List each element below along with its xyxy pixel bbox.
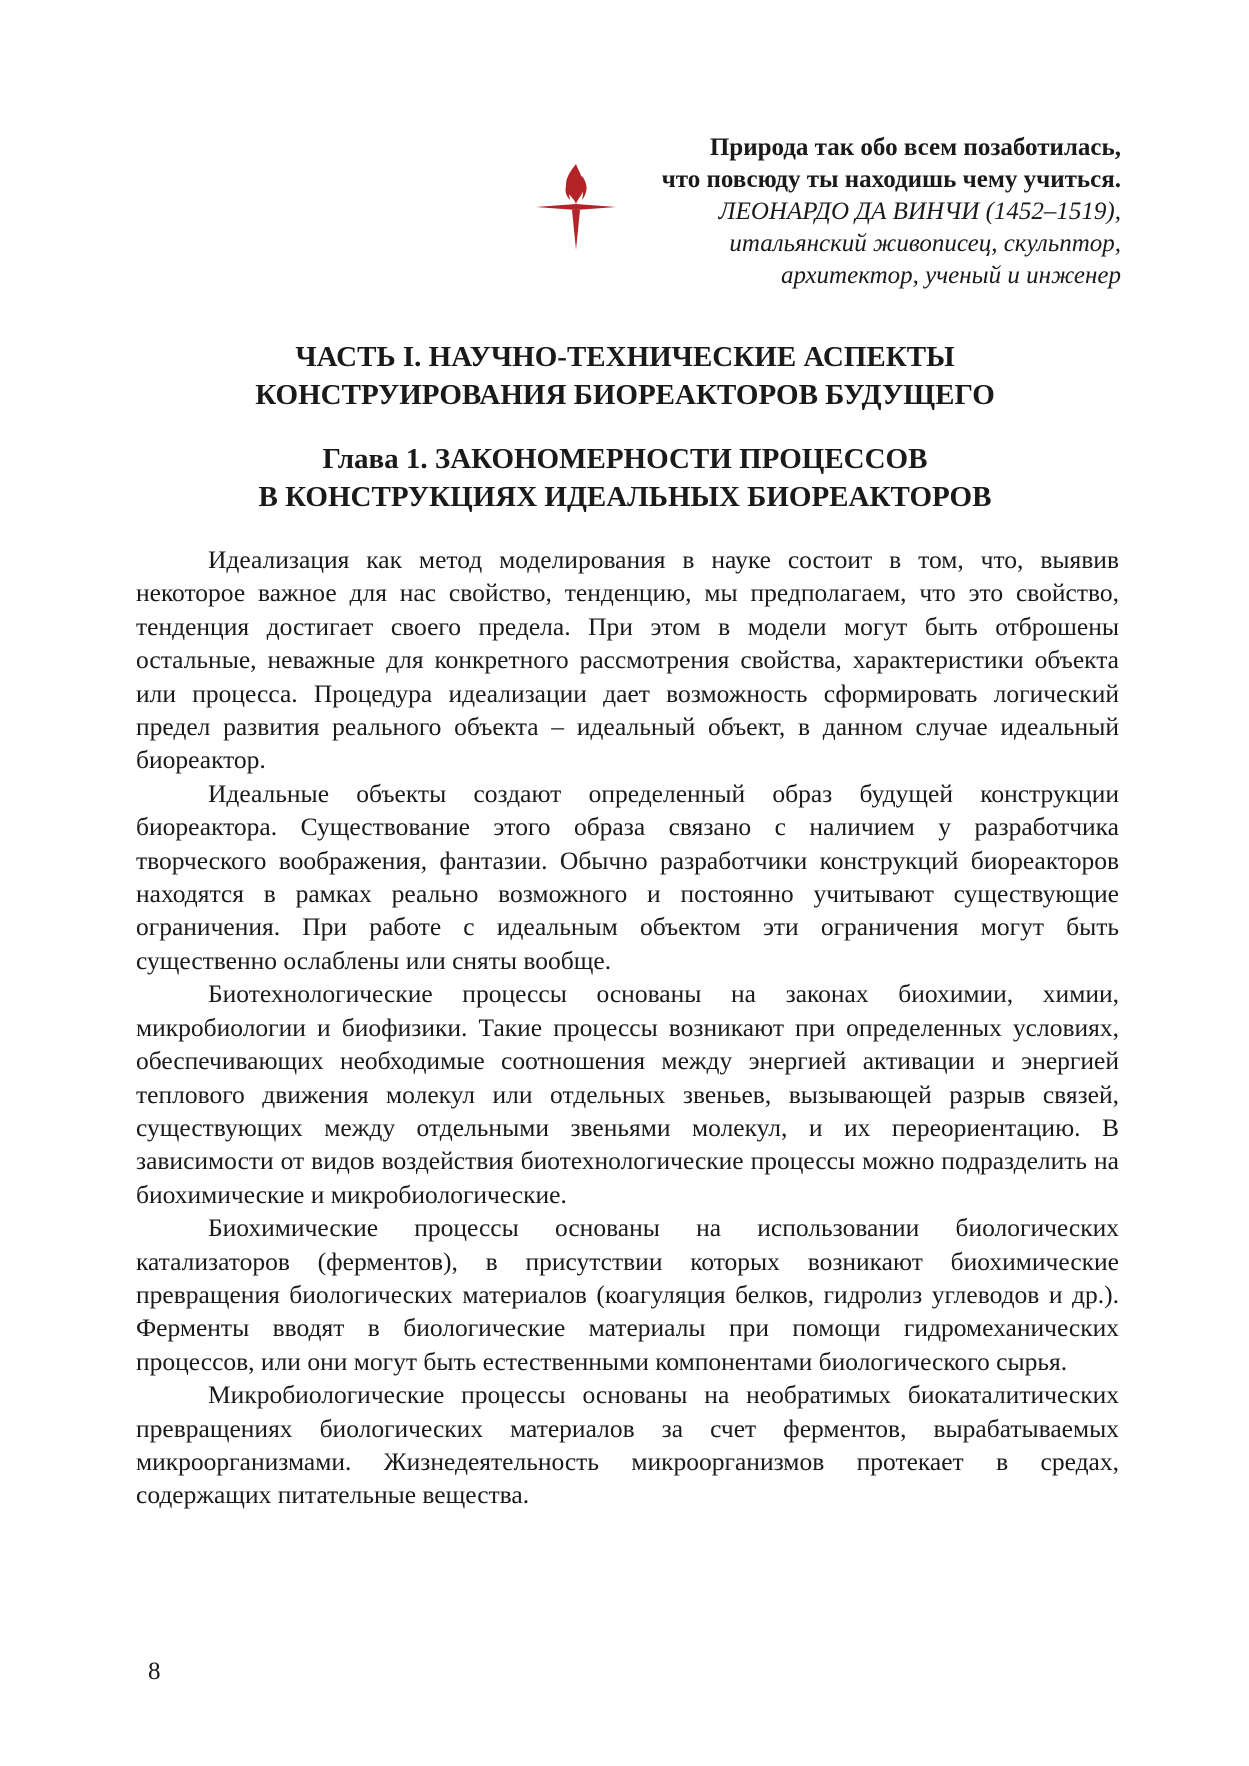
epigraph-quote-line-2: что повсюду ты находишь чему учиться. — [661, 166, 1121, 193]
chapter-title-line-2: В КОНСТРУКЦИЯХ ИДЕАЛЬНЫХ БИОРЕАКТОРОВ — [258, 481, 992, 513]
chapter-title — [130, 440, 1120, 516]
epigraph-author-description-1: итальянский живописец, скульптор, — [729, 230, 1121, 257]
chapter-title-line-1: Глава 1. ЗАКОНОМЕРНОСТИ ПРОЦЕССОВ — [322, 443, 928, 475]
epigraph-author: ЛЕОНАРДО ДА ВИНЧИ (1452–1519), — [718, 198, 1121, 225]
paragraph: Биохимические процессы основаны на использовании биологических катализаторов (ферментов), в присутствии которых возникают биохимические превращения биологических материалов (коагуляция белков, гидролиз углеводов и др.). Ферменты вводят в биологические материалы при помощи гидромеханических процессов, или они могут быть естественными компонентами биологического сырья. — [136, 1213, 1119, 1376]
part-title — [130, 338, 1120, 414]
part-title-line-2: КОНСТРУИРОВАНИЯ БИОРЕАКТОРОВ БУДУЩЕГО — [255, 379, 995, 411]
paragraph: Идеализация как метод моделирования в науке состоит в том, что, выявив некоторое важное для нас свойство, тенденцию, мы предполагаем, что это свойство, тенденция достигает своего предела. При этом в модели могут быть отброшены остальные, неважные для конкретного рассмотрения свойства, характеристики объекта или процесса. Процедура идеализации дает возможность сформировать логический предел развития реального объекта – идеальный объект, в данном случае идеальный биореактор. — [136, 545, 1119, 775]
page-number: 8 — [148, 1658, 161, 1685]
epigraph-quote-line-1: Природа так обо всем позаботилась, — [709, 134, 1121, 161]
paragraph: Идеальные объекты создают определенный образ будущей конструкции биореактора. Существование этого образа связано с наличием у разработчика творческого воображения, фантазии. Обычно разработчики конструкций биореакторов находятся в рамках реально возможного и постоянно учитывают существующие ограничения. При работе с идеальным объектом эти ограничения могут быть существенно ослаблены или сняты вообще. — [136, 778, 1119, 975]
paragraph: Микробиологические процессы основаны на необратимых биокаталитических превращениях биологических материалов за счет ферментов, вырабатываемых микроорганизмами. Жизнедеятельность микроорганизмов протекает в средах, содержащих питательные вещества. — [136, 1380, 1119, 1510]
body-text — [136, 543, 1119, 1512]
epigraph-author-description-2: архитектор, ученый и инженер — [780, 262, 1121, 289]
part-title-line-1: ЧАСТЬ I. НАУЧНО-ТЕХНИЧЕСКИЕ АСПЕКТЫ — [295, 341, 955, 373]
paragraph: Биотехнологические процессы основаны на законах биохимии, химии, микробиологии и биофизики. Такие процессы возникают при определенных условиях, обеспечивающих необходимые соотношения между энергией активации и энергией теплового движения молекул или отдельных звеньев, вызывающей разрыв связей, существующих между отдельными звеньями молекул, и их переориентацию. В зависимости от видов воздействия биотехнологические процессы можно подразделить на биохимические и микробиологические. — [136, 979, 1119, 1209]
epigraph — [561, 132, 1121, 292]
